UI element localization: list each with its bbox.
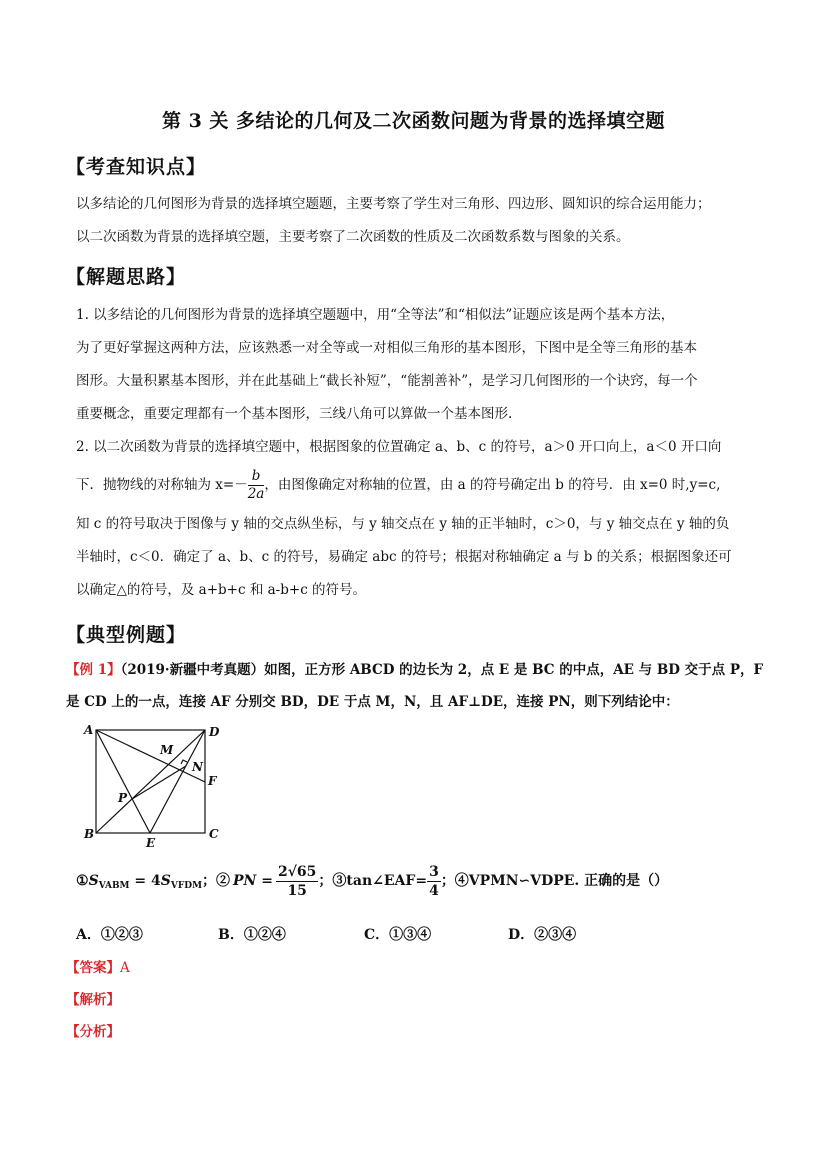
example-line-2: 是 CD 上的一点，连接 AF 分别交 BD，DE 于点 M，N，且 AF⊥DE，连接 PN，则下列结论中： [66, 694, 679, 710]
conclusion-1-s2: S [160, 873, 171, 889]
label-c: C [209, 827, 219, 841]
axis-line-before: 下．抛物线的对称轴为 x=－ [76, 477, 248, 493]
axis-formula-line [76, 465, 720, 505]
axis-line-after: ，由图像确定对称轴的位置，由 a 的符号确定出 b 的符号．由 x=0 时,y=c, [264, 477, 721, 493]
knowledge-line-2: 以二次函数为背景的选择填空题，主要考察了二次函数的性质及二次函数系数与图象的关系。 [76, 229, 630, 245]
segment-bd [96, 730, 205, 833]
conclusions-line [76, 860, 668, 907]
geometry-figure [80, 722, 240, 852]
section-knowledge-heading: 【考查知识点】 [66, 156, 207, 178]
conclusion-1-sub1: VABM [98, 881, 130, 891]
label-n: N [192, 760, 203, 774]
segment-af [96, 730, 205, 782]
label-d: D [209, 725, 220, 739]
label-b: B [84, 827, 95, 841]
option-d: D．②③④ [508, 927, 577, 943]
conclusion-2-lhs: PN = [233, 873, 273, 889]
fenxi-tag: 【分析】 [66, 1024, 120, 1040]
section-thinking-heading: 【解题思路】 [66, 266, 187, 288]
conclusion-2-denominator: 15 [287, 882, 307, 899]
axis-fraction-numerator: b [248, 470, 265, 487]
answer-tag: 【答案】 [66, 960, 120, 976]
option-a: A．①②③ [76, 927, 143, 943]
segment-pn [132, 766, 186, 799]
segment-de [150, 730, 205, 833]
axis-fraction [247, 467, 265, 502]
label-p: P [118, 791, 128, 805]
right-angle-mark [181, 760, 187, 764]
conclusion-1-eq: = 4 [129, 873, 161, 889]
label-e: E [146, 836, 156, 850]
conclusion-1-prefix: ① [76, 873, 89, 889]
page-title: 第 3 关 多结论的几何及二次函数问题为背景的选择填空题 [161, 110, 666, 132]
conclusion-3-denominator: 4 [429, 882, 439, 899]
conclusion-2-fraction [276, 865, 318, 898]
thinking-line-2: 为了更好掌握这两种方法，应该熟悉一对全等或一对相似三角形的基本图形，下图中是全等三角形的基本 [76, 340, 697, 356]
label-f: F [208, 774, 217, 788]
conclusion-3-prefix: ；③tan∠EAF= [318, 873, 428, 889]
conclusion-4: ；④VPMN∽VDPE. [440, 873, 580, 889]
knowledge-line-1: 以多结论的几何图形为背景的选择填空题题，主要考察了学生对三角形、四边形、圆知识的综合运用能力； [76, 196, 711, 212]
answer-value: A [120, 960, 130, 976]
conclusion-2-numerator: 2√65 [277, 863, 317, 880]
option-b: B．①②④ [218, 927, 286, 943]
conclusion-1-sub2: VFDM [170, 881, 203, 891]
answer-line [66, 958, 130, 978]
axis-fraction-denominator: 2a [247, 486, 265, 502]
segment-ae [96, 730, 150, 833]
example-tag: 【例 1】 [66, 662, 121, 678]
conclusion-3-fraction [427, 865, 441, 898]
thinking-line-3: 图形。大量积累基本图形，并在此基础上“截长补短”，“能割善补”，是学习几何图形的一个诀窍，每一个 [76, 373, 698, 389]
thinking-tail-line-3: 以确定△的符号，及 a+b+c 和 a-b+c 的符号。 [76, 582, 367, 598]
thinking-line-5: 2. 以二次函数为背景的选择填空题中，根据图象的位置确定 a、b、c 的符号，a＞0 开口向上，a＜0 开口向 [76, 439, 722, 455]
example-line-1 [66, 660, 763, 680]
conclusion-2-prefix: ；② [202, 873, 231, 889]
example-text-1: 如图，正方形 ABCD 的边长为 2，点 E 是 BC 的中点，AE 与 BD 交于点 P，F [264, 662, 764, 678]
thinking-line-4: 重要概念，重要定理都有一个基本图形，三线八角可以算做一个基本图形. [76, 406, 513, 422]
thinking-tail-line-2: 半轴时，c＜0．确定了 a、b、c 的符号，易确定 abc 的符号；根据对称轴确定 a 与 b 的关系；根据图象还可 [76, 549, 732, 565]
example-source: （2019·新疆中考真题） [120, 662, 265, 678]
section-examples-heading: 【典型例题】 [66, 624, 187, 646]
label-a: A [84, 723, 94, 737]
label-m: M [160, 743, 174, 757]
thinking-tail-line-1: 知 c 的符号取决于图像与 y 轴的交点纵坐标，与 y 轴交点在 y 轴的正半轴时，c＞0，与 y 轴交点在 y 轴的负 [76, 516, 730, 532]
thinking-line-1: 1. 以多结论的几何图形为背景的选择填空题题中，用“全等法”和“相似法”证题应该是两个基本方法， [76, 307, 675, 323]
conclusion-1-s1: S [88, 873, 99, 889]
analysis-tag: 【解析】 [66, 992, 120, 1008]
conclusion-tail: 正确的是（） [579, 873, 669, 889]
option-c: C．①③④ [364, 927, 432, 943]
conclusion-3-numerator: 3 [429, 863, 439, 880]
